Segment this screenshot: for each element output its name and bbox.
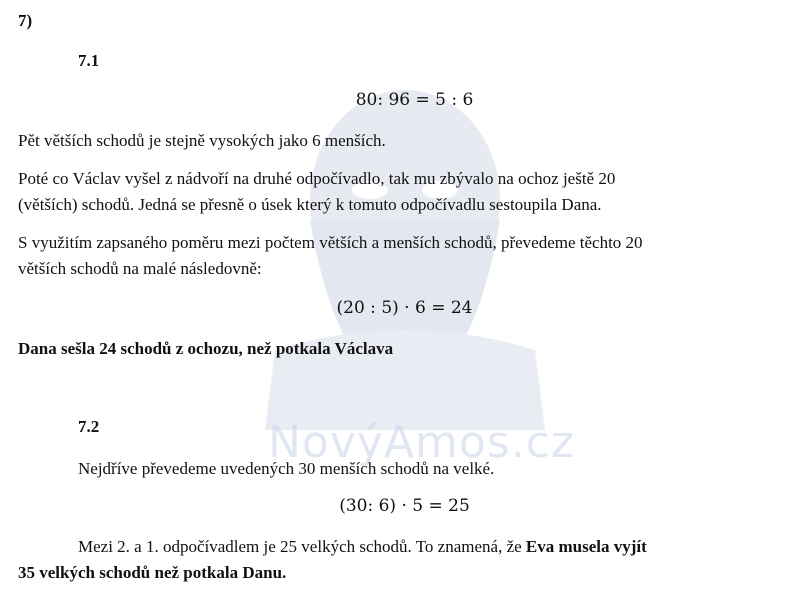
part1-paragraph-3-line1: S využitím zapsaného poměru mezi počtem větších a menších schodů, převedeme těchto 20 <box>18 233 643 252</box>
section-number: 7) <box>18 11 33 30</box>
part2-heading: 7.2 <box>78 417 100 436</box>
part1-paragraph-2-line2: (větších) schodů. Jedná se přesně o úsek který k tomuto odpočívadlu sestoupila Dana. <box>18 194 602 214</box>
part2-equation: (30: 6) · 5 = 25 <box>339 496 470 516</box>
part1-equation-conversion: (20 : 5) · 6 = 24 <box>336 298 473 318</box>
part1-equation-ratio: 80: 96 = 5 : 6 <box>355 90 474 110</box>
part1-heading: 7.1 <box>78 51 100 70</box>
part1-paragraph-3-line2: větších schodů na malé následovně: <box>18 258 262 278</box>
part2-paragraph-2-text: Mezi 2. a 1. odpočívadlem je 25 velkých schodů. To znamená, že <box>78 537 526 556</box>
part1-paragraph-1: Pět větších schodů je stejně vysokých jako 6 menších. <box>18 131 386 150</box>
part1-paragraph-2 <box>18 166 793 217</box>
part2-conclusion-b: 35 velkých schodů než potkala Danu. <box>18 562 287 582</box>
part2-conclusion-a: Eva musela vyjít <box>525 537 647 556</box>
part2-paragraph-1: Nejdříve převedeme uvedených 30 menších schodů na velké. <box>78 459 495 478</box>
watermark-text: NovýAmos.cz <box>268 417 575 468</box>
part1-paragraph-3 <box>18 230 793 281</box>
part2-paragraph-2 <box>18 534 793 585</box>
part1-conclusion: Dana sešla 24 schodů z ochozu, než potkala Václava <box>18 339 394 358</box>
part1-paragraph-2-line1: Poté co Václav vyšel z nádvoří na druhé odpočívadlo, tak mu zbývalo na ochoz ještě 20 <box>18 169 616 188</box>
